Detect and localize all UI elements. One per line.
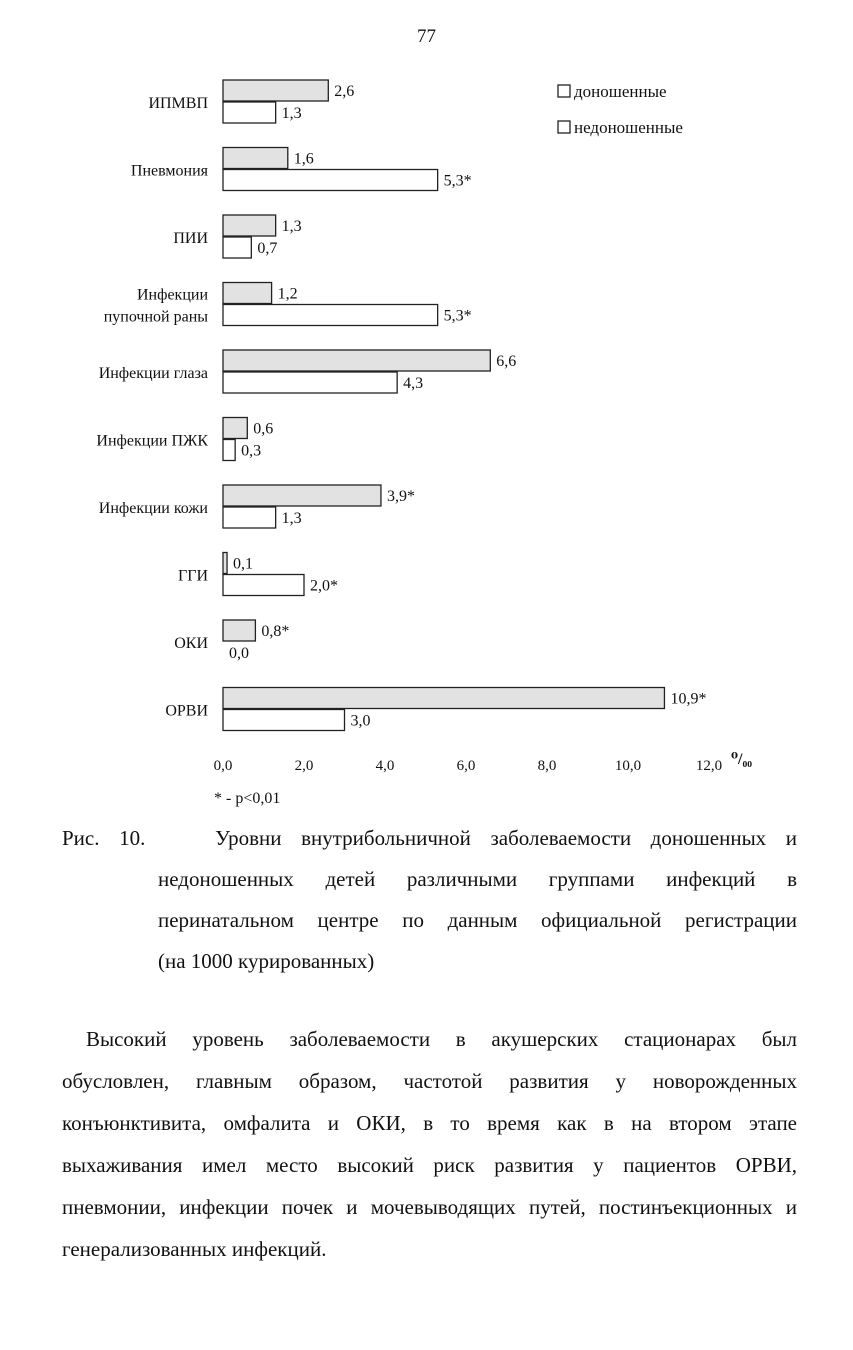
bar-value-label: 4,3 — [403, 375, 424, 392]
caption-prefix: Рис. — [62, 826, 100, 850]
category-label: Инфекции ПЖК — [96, 432, 208, 450]
legend-label: доношенные — [574, 82, 667, 101]
bar-value-label: 1,6 — [293, 150, 314, 168]
bar-term — [223, 688, 664, 709]
bar-preterm — [223, 710, 345, 731]
bar-value-label: 1,3 — [281, 218, 302, 235]
caption-number: 10. — [119, 826, 146, 850]
bar-preterm — [223, 507, 276, 528]
caption-line-2: недоношенных детей различными группами инфекций в — [158, 867, 797, 891]
category-label: Инфекции — [136, 286, 208, 304]
bar-preterm — [223, 372, 397, 393]
bar-value-label: 0,1 — [233, 555, 254, 573]
bar-value-label: 0,3 — [241, 442, 262, 460]
legend-swatch — [558, 85, 570, 97]
bar-preterm — [223, 305, 438, 326]
bar-value-label: 0,7 — [257, 240, 278, 257]
bar-term — [223, 485, 381, 506]
bar-term — [223, 148, 288, 169]
bar-value-label: 5,3* — [443, 307, 472, 325]
x-tick-label: 2,0 — [294, 758, 314, 774]
body-line-4: выхаживания имел место высокий риск развития у пациентов ОРВИ, — [62, 1153, 797, 1177]
bar-value-label: 10,9* — [670, 690, 707, 708]
bar-preterm — [223, 102, 276, 123]
caption-line-1 — [62, 818, 797, 859]
bar-value-label: 2,6 — [334, 83, 355, 100]
category-label: ОКИ — [174, 635, 208, 652]
bar-value-label: 5,3* — [443, 172, 472, 190]
category-label: Инфекции кожи — [98, 500, 208, 517]
unit-label: ⁰/₀₀ — [731, 751, 753, 768]
legend-label: недоношенные — [574, 118, 683, 137]
caption-line-3: перинатальном центре по данным официальной регистрации — [158, 908, 797, 932]
bar-term — [223, 283, 272, 304]
bar-chart — [0, 60, 853, 810]
x-tick-label: 10,0 — [614, 758, 642, 774]
x-tick-label: 8,0 — [537, 758, 557, 774]
caption-text-1: Уровни внутрибольничной заболеваемости доношенных и — [215, 826, 797, 850]
category-label: ИПМВП — [148, 95, 208, 112]
category-label: пупочной раны — [103, 308, 208, 326]
bar-preterm — [223, 237, 251, 258]
bar-value-label: 3,9* — [386, 488, 415, 505]
category-label: Инфекции глаза — [98, 365, 208, 382]
x-tick-label: 4,0 — [375, 758, 395, 774]
bar-value-label: 3,0 — [350, 712, 371, 730]
bar-preterm — [223, 170, 438, 191]
category-label: ПИИ — [173, 230, 208, 247]
bar-preterm — [223, 440, 235, 461]
x-tick-label: 6,0 — [456, 758, 476, 774]
figure-caption — [62, 818, 797, 982]
bar-value-label: 0,0 — [229, 645, 249, 662]
bar-preterm — [223, 575, 304, 596]
bar-term — [223, 350, 490, 371]
body-line-1: Высокий уровень заболеваемости в акушерских стационарах был — [86, 1027, 797, 1051]
body-paragraph — [62, 1018, 797, 1270]
body-line-3: конъюнктивита, омфалита и ОКИ, в то время как в на втором этапе — [62, 1111, 797, 1135]
caption-line-4: (на 1000 курированных) — [158, 949, 375, 973]
bar-value-label: 1,3 — [281, 105, 302, 122]
bar-term — [223, 80, 328, 101]
significance-note: * - p<0,01 — [214, 790, 281, 807]
x-tick-label: 0,0 — [213, 758, 233, 774]
bar-value-label: 1,2 — [277, 285, 298, 303]
bar-value-label: 0,6 — [253, 420, 274, 438]
bar-value-label: 2,0* — [310, 577, 338, 595]
x-tick-label: 12,0 — [695, 758, 723, 774]
bar-value-label: 6,6 — [496, 353, 517, 370]
body-line-2: обусловлен, главным образом, частотой развития у новорожденных — [62, 1069, 797, 1093]
body-line-6: генерализованных инфекций. — [62, 1237, 327, 1261]
bar-term — [223, 553, 227, 574]
legend-swatch — [558, 121, 570, 133]
bar-term — [223, 620, 255, 641]
bar-value-label: 0,8* — [261, 623, 290, 640]
category-label: Пневмония — [130, 162, 208, 180]
body-line-5: пневмонии, инфекции почек и мочевыводящих путей, постинъекционных и — [62, 1195, 797, 1219]
bar-term — [223, 215, 276, 236]
bar-value-label: 1,3 — [281, 510, 302, 527]
bar-term — [223, 418, 247, 439]
page-number: 77 — [417, 26, 436, 47]
category-label: ОРВИ — [165, 702, 208, 720]
category-label: ГГИ — [177, 567, 208, 585]
